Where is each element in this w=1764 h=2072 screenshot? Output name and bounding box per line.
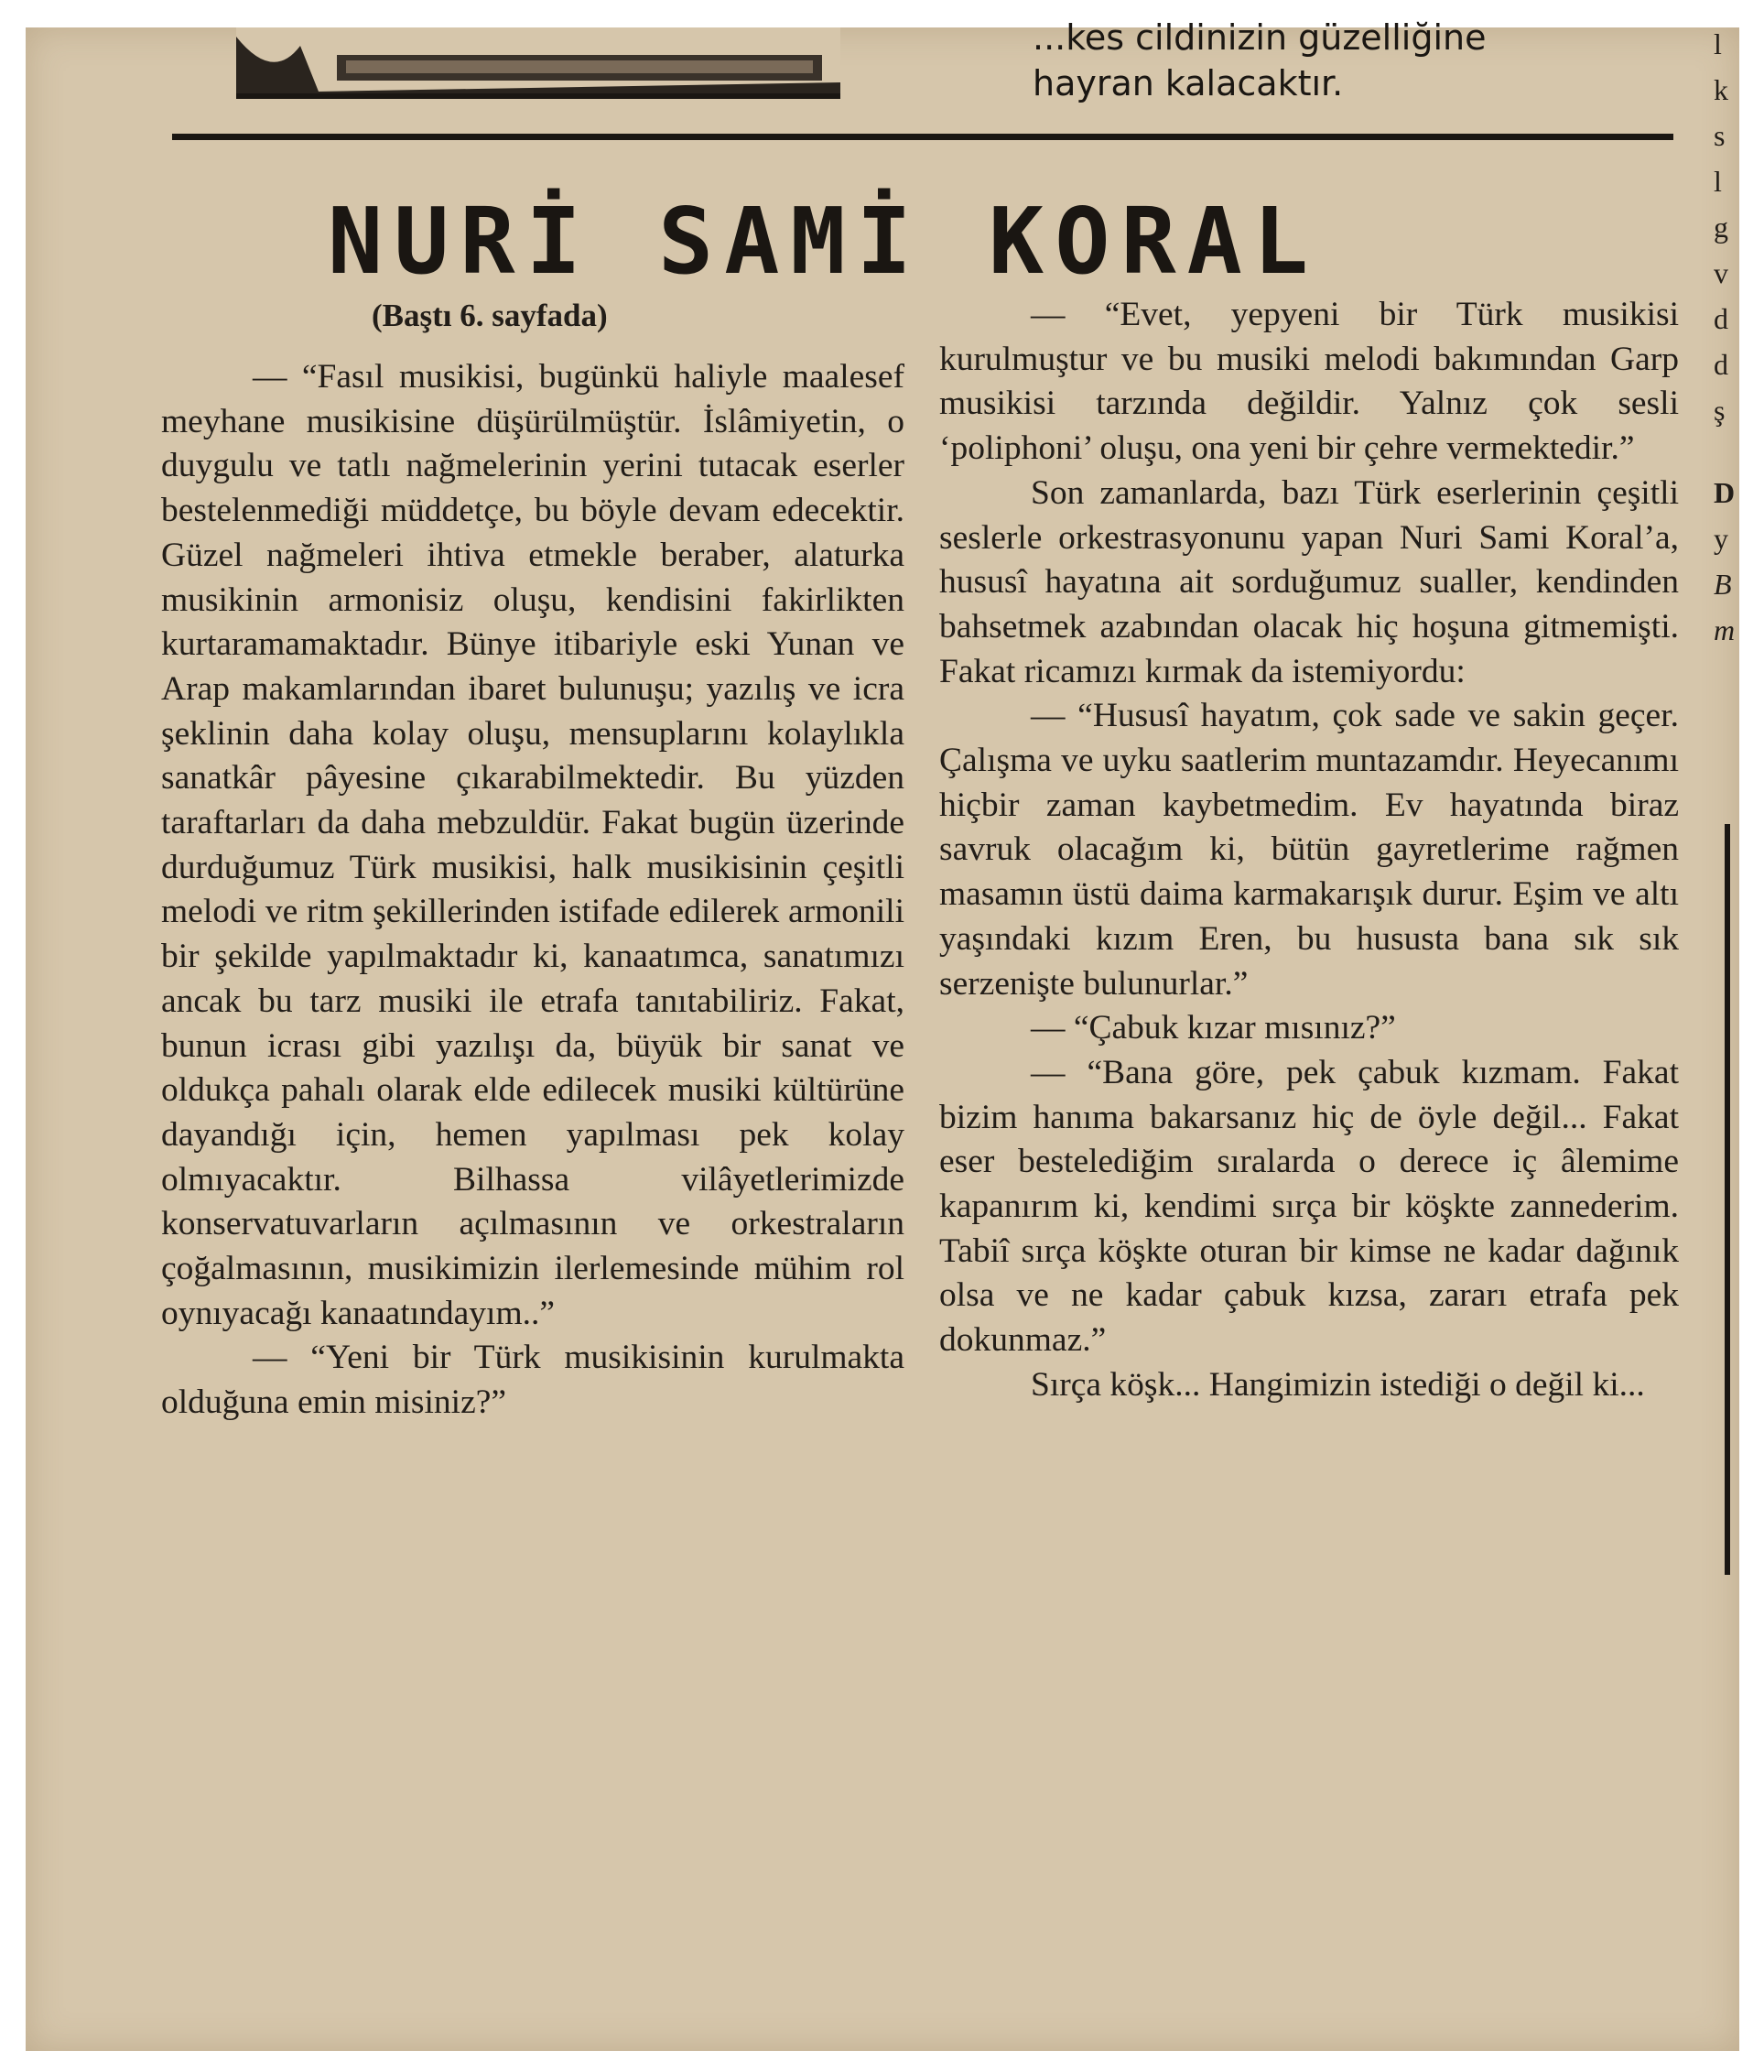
edge-letter: g <box>1714 211 1728 244</box>
edge-letter: d <box>1714 348 1728 381</box>
article-paragraph: — “Yeni bir Türk musikisinin kurulmakta olduğuna emin misiniz?” <box>161 1339 904 1422</box>
edge-letter: B <box>1714 568 1732 601</box>
article-paragraph: — “Çabuk kızar mısınız?” <box>1031 1009 1396 1047</box>
continuation-note: (Baştı 6. sayfada) <box>372 298 608 333</box>
edge-letter: l <box>1714 165 1722 198</box>
headline-rule <box>172 134 1673 140</box>
article-paragraph: Sırça köşk... Hangimizin istediği o değil ki... <box>1031 1365 1645 1404</box>
edge-letter: s <box>1714 119 1726 152</box>
edge-letter: d <box>1714 302 1728 335</box>
article-paragraph: — “Fasıl musikisi, bugünkü haliyle maalesef meyhane musikisine düşürülmüştür. İslâmiyetin, o duygulu ve tatlı nağmelerinin yerini tutacak eserler bestelenmediği müddetçe, bu böyle devam edecektir. Güzel nağmeleri ihtiva etmekle beraber, alaturka musikinin armonisiz oluşu, kendisini fakirlikten kurtaramamaktadır. Bünye itibariyle eski Yunan ve Arap makamlarından ibaret bulunuşu; yazılış ve icra şeklinin daha kolay oluşu, mensuplarını kolaylıkla sanatkâr pâyesine çıkarabilmektedir. Bu yüzden taraftarları da daha mebzuldür. Fakat bugün üzerinde durduğumuz Türk musikisi, halk musikisinin çeşitli melodi ve ritm şekillerinden istifade edilerek armonili bir şekilde yapılmaktadır ki, kanaatımca, sanatımızı ancak bu tarz musiki ile etrafa tanıtabiliriz. Fakat, bunun icrası gibi yazılışı da, büyük bir sanat ve oldukça pahalı olarak elde edilecek musiki kültürüne dayandığı için, hemen yapılması pek kolay olmıyacaktır. Bilhassa vilâyetlerimizde konservatuvarların açılmasının ve orkestraların çoğalmasının, musikimizin ilerlemesinde mühim rol oynıyacağı kanaatındayım..” <box>161 358 904 1332</box>
top-advertisement-strip <box>26 17 1739 133</box>
article-right-column <box>939 293 1679 1408</box>
newspaper-clipping <box>26 17 1739 2051</box>
ad-text-line-1: ...kes cildinizin güzelliğine <box>1033 17 1487 58</box>
adjacent-column-edge <box>1710 27 1739 2051</box>
edge-letter: k <box>1714 73 1728 106</box>
article-title: NURİ SAMİ KORAL <box>328 188 1320 295</box>
advertisement-illustration <box>236 27 840 99</box>
ad-illustration-graphic <box>236 27 840 93</box>
edge-border-bar <box>1725 824 1730 1575</box>
article-left-column <box>161 293 904 1426</box>
edge-letter: l <box>1714 27 1722 60</box>
edge-letter: v <box>1714 256 1728 289</box>
edge-letter: m <box>1714 613 1736 646</box>
edge-letter: ş <box>1714 394 1726 427</box>
ad-text-line-2: hayran kalacaktır. <box>1033 63 1344 103</box>
edge-letter: D <box>1714 476 1736 509</box>
article-paragraph: Son zamanlarda, bazı Türk eserlerinin çeşitli seslerle orkestrasyonunu yapan Nuri Sami Koral’a, hususî hayatına ait sorduğumuz sualler, kendinden bahsetmek azabından olacak hiç hoşuna gitmemişti. Fakat ricamızı kırmak da istemiyordu: <box>939 473 1679 690</box>
article-paragraph: — “Hususî hayatım, çok sade ve sakin geçer. Çalışma ve uyku saatlerim muntazamdır. Heyecanımı hiçbir zaman kaybetmedim. Ev hayatında biraz savruk olacağım ki, bütün gayretlerime rağmen masamın üstü daima karmakarışık durur. Eşim ve altı yaşındaki kızım Eren, bu hususta bana sık sık serzenişte bulunurlar.” <box>939 697 1679 1003</box>
article-paragraph: — “Bana göre, pek çabuk kızmam. Fakat bizim hanıma bakarsanız hiç de öyle değil... Fakat eser bestelediğim sıralarda o derece iç âlemime kapanırım ki, kendimi sırça bir köşkte zannederim. Tabiî sırça köşkte oturan bir kimse ne kadar dağınık olsa ve ne kadar çabuk kızsa, zararı etrafa pek dokunmaz.” <box>939 1053 1679 1360</box>
advertisement-text <box>1033 15 1673 106</box>
edge-letter: y <box>1714 522 1728 555</box>
article-paragraph: — “Evet, yepyeni bir Türk musikisi kurulmuştur ve bu musiki melodi bakımından Garp musikisi tarzında değildir. Yalnız çok sesli ‘poliphoni’ oluşu, ona yeni bir çehre vermektedir.” <box>939 296 1679 468</box>
